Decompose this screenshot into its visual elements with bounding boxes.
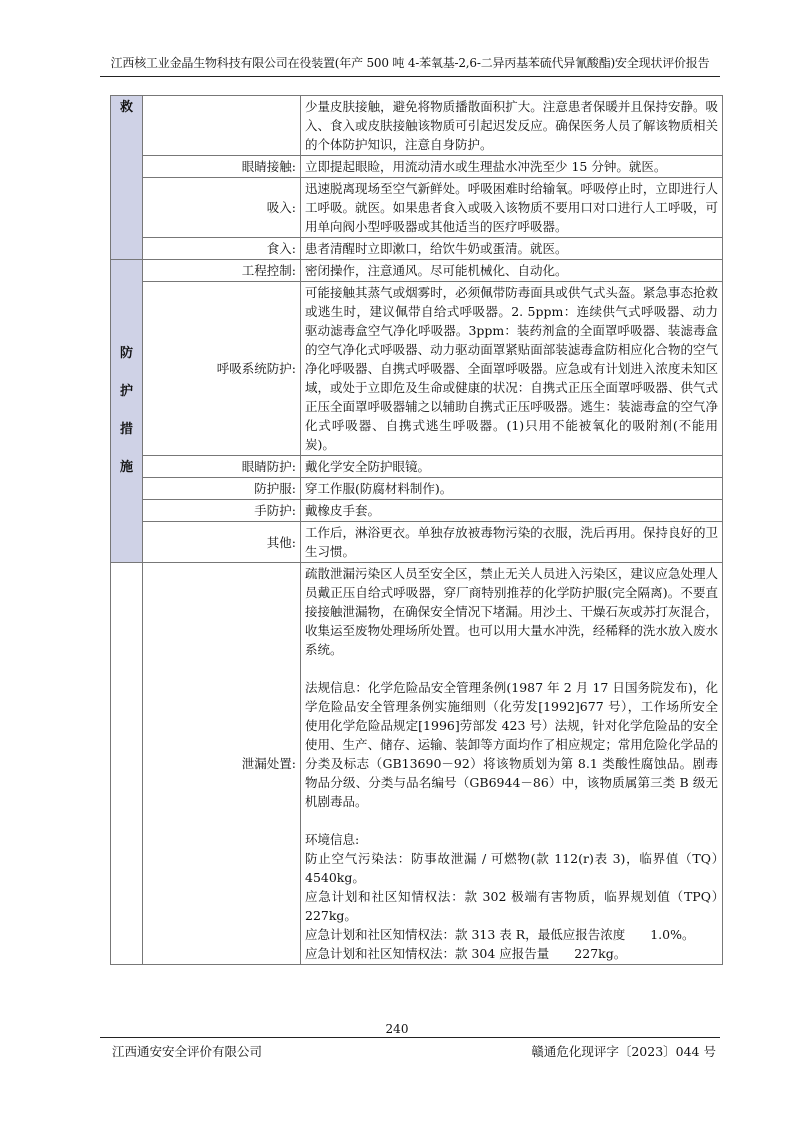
table-row (111, 563, 723, 965)
leak-handling-label: 泄漏处置: (143, 563, 301, 965)
protection-category-cell (111, 260, 143, 563)
protection-category-char: 措 (119, 422, 133, 437)
hand-protection-value: 戴橡皮手套。 (301, 500, 723, 522)
environment-info-line: 应急计划和社区知情权法：款 302 极端有害物质，临界规划值（TPQ） 227kg。 (305, 889, 744, 923)
paragraph-spacer (305, 811, 718, 830)
hand-protection-label: 手防护: (143, 500, 301, 522)
report-header-title: 江西核工业金晶生物科技有限公司在役装置(年产 500 吨 4-苯氧基-2,6-二异丙基苯硫代异氰酸酯)安全现状评价报告 (110, 56, 710, 70)
table-row (111, 500, 723, 522)
eye-protection-label: 眼睛防护: (143, 456, 301, 478)
leak-handling-value (301, 563, 744, 965)
table-row (111, 282, 723, 456)
engineering-control-label: 工程控制: (143, 260, 301, 282)
other-protection-value: 工作后，淋浴更衣。单独存放被毒物污染的衣服，洗后再用。保持良好的卫生习惯。 (301, 522, 723, 563)
table-row (111, 156, 723, 178)
table-row (111, 522, 723, 563)
protective-clothing-label: 防护服: (143, 478, 301, 500)
protection-category-char: 防 (119, 346, 133, 361)
leak-response-paragraph: 疏散泄漏污染区人员至安全区，禁止无关人员进入污染区，建议应急处理人员戴正压自给式呼吸器，穿厂商特别推荐的化学防护服(完全隔离)。不要直接接触泄漏物，在确保安全情况下堵漏。用沙土、干燥石灰或苏打灰混合，收集运至废物处理场所处置。也可以用大量水冲洗，经稀释的洗水放入废水系统。 (305, 566, 718, 657)
table-row (111, 456, 723, 478)
leak-empty-cell (111, 563, 143, 965)
protection-category-char: 护 (119, 384, 133, 399)
other-protection-label: 其他: (143, 522, 301, 563)
skin-contact-label-cell (143, 96, 301, 156)
eye-contact-value: 立即提起眼睑，用流动清水或生理盐水冲洗至少 15 分钟。就医。 (301, 156, 723, 178)
regulation-paragraph: 法规信息：化学危险品安全管理条例(1987 年 2 月 17 日国务院发布)，化学危险品安全管理条例实施细则（化劳发[1992]677 号），工作场所安全使用化学危险品规定[1996]劳部发 423 号）法规，针对化学危险品的安全使用、生产、储存、运输、装卸等方面均作了相应规定；常用危险化学品的分类及标志（GB13690－92）将该物质划为第 8.1 类酸性腐蚀品。剧毒物品分级、分类与品名编号（GB6944－86）中，该物质属第三类 B 级无机剧毒品。 (305, 680, 718, 809)
rescue-category-cell: 救 (111, 96, 143, 260)
respiratory-protection-value: 可能接触其蒸气或烟雾时，必须佩带防毒面具或供气式头盔。紧急事态抢救或逃生时，建议佩带自给式呼吸器。2. 5ppm：连续供气式呼吸器、动力驱动滤毒盒空气净化呼吸器。3ppm：装药剂盒的全面罩呼吸器、装滤毒盒的空气净化式呼吸器、动力驱动面罩紧贴面部装滤毒盒防相应化合物的空气净化呼吸器、自携式呼吸器、全面罩呼吸器。应急或有计划进入浓度未知区域，或处于立即危及生命或健康的状况：自携式正压全面罩呼吸器、供气式正压全面罩呼吸器辅之以辅助自携式正压呼吸器。逃生：装滤毒盒的空气净化式呼吸器、自携式逃生呼吸器。(1)只用不能被氧化的吸附剂(不能用炭)。 (301, 282, 723, 456)
inhalation-label: 吸入: (143, 178, 301, 238)
environment-info-title: 环境信息: (305, 832, 360, 847)
table-row (111, 260, 723, 282)
environment-info-line: 防止空气污染法：防事故泄漏 / 可燃物(款 112(r)表 3)，临界值（TQ） 4540kg。 (305, 851, 744, 885)
table-row (111, 238, 723, 260)
footer-company: 江西通安安全评价有限公司 (112, 1044, 263, 1059)
table-row (111, 96, 723, 156)
safety-info-table (110, 95, 744, 965)
inhalation-value: 迅速脱离现场至空气新鲜处。呼吸困难时给输氧。呼吸停止时，立即进行人工呼吸。就医。如果患者食入或吸入该物质不要用口对口进行人工呼吸，可用单向阀小型呼吸器或其他适当的医疗呼吸器。 (301, 178, 723, 238)
paragraph-spacer (305, 659, 718, 678)
protective-clothing-value: 穿工作服(防腐材料制作)。 (301, 478, 723, 500)
table-row (111, 178, 723, 238)
ingestion-value: 患者清醒时立即漱口，给饮牛奶或蛋清。就医。 (301, 238, 723, 260)
skin-contact-value: 少量皮肤接触，避免将物质播散面积扩大。注意患者保暖并且保持安静。吸入、食入或皮肤接触该物质可引起迟发反应。确保医务人员了解该物质相关的个体防护知识，注意自身防护。 (301, 96, 723, 156)
ingestion-label: 食入: (143, 238, 301, 260)
respiratory-protection-label: 呼吸系统防护: (143, 282, 301, 456)
protection-category-char: 施 (119, 460, 133, 475)
footer-divider (100, 1037, 720, 1038)
header-divider (100, 76, 720, 77)
footer-doc-number: 赣通危化现评字〔2023〕044 号 (531, 1044, 716, 1059)
eye-contact-label: 眼睛接触: (143, 156, 301, 178)
table-row (111, 478, 723, 500)
page-number: 240 (385, 1022, 409, 1036)
eye-protection-value: 戴化学安全防护眼镜。 (301, 456, 723, 478)
engineering-control-value: 密闭操作，注意通风。尽可能机械化、自动化。 (301, 260, 723, 282)
environment-info-line: 应急计划和社区知情权法：款 313 表 R，最低应报告浓度 1.0%。 (305, 927, 695, 942)
environment-info-line: 应急计划和社区知情权法：款 304 应报告量 227kg。 (305, 946, 627, 961)
